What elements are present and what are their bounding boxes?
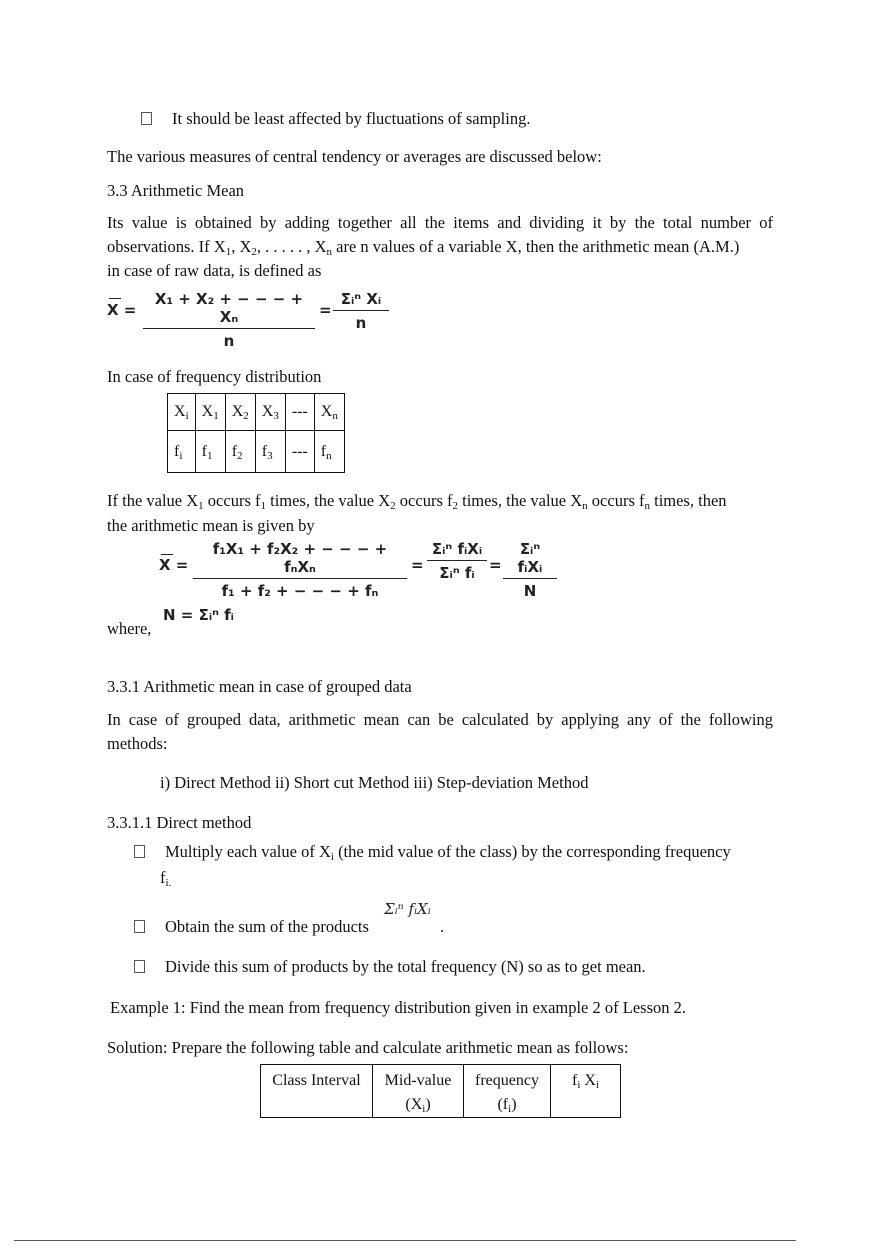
solution-table [260, 1064, 621, 1118]
where-label: where, [107, 619, 152, 638]
solution-text: Solution: Prepare the following table and calculate arithmetic mean as follows: [107, 1038, 629, 1057]
table-row [168, 394, 345, 431]
section-heading-3-3-1-1: 3.3.1.1 Direct method [107, 813, 252, 832]
table-cell: --- [285, 394, 314, 431]
table-cell: $X_2$ [225, 394, 255, 431]
table-row [168, 431, 345, 473]
table-cell: $f_i$ [168, 431, 196, 473]
table-cell: $f_3$ [255, 431, 285, 473]
table-cell: $f_2$ [225, 431, 255, 473]
grouped-paragraph-line-2: methods: [107, 734, 168, 753]
grouped-paragraph-line-1: In case of grouped data, arithmetic mean can be calculated by applying any of the following [107, 710, 773, 729]
section-heading-3-3: 3.3 Arithmetic Mean [107, 181, 245, 200]
bullet-item: It should be least affected by fluctuations of sampling. [141, 107, 530, 131]
direct-step-2-end: . [440, 917, 445, 936]
header-class-interval: Class Interval [261, 1065, 373, 1118]
table-cell: $f_n$ [314, 431, 344, 473]
table-cell: $X_1$ [195, 394, 225, 431]
am-definition-line-1: Its value is obtained by adding together all the items and dividing it by the total number of [107, 213, 773, 232]
direct-step-2-formula: Σᵢⁿ fᵢXᵢ [384, 900, 431, 918]
header-frequency: frequency $(f_i)$ [464, 1065, 551, 1118]
where-formula: N = Σᵢⁿ fᵢ [163, 606, 234, 624]
frequency-paragraph-line-1: If the value $X_1$ occurs $f_1$ times, the value $X_2$ occurs $f_2$ times, the value $X_n$ occurs $f_n$ times, then [107, 491, 727, 512]
am-definition-line-3: in case of raw data, is defined as [107, 261, 322, 280]
frequency-distribution-label: In case of frequency distribution [107, 367, 322, 386]
table-cell: $X_i$ [168, 394, 196, 431]
intro-paragraph: The various measures of central tendency or averages are discussed below: [107, 147, 602, 166]
formula-frequency-mean: X = f₁X₁ + f₂X₂ + − − − + fₙXₙ f₁ + f₂ + − − − + fₙ = Σᵢⁿ fᵢXᵢ Σᵢⁿ fᵢ = Σᵢⁿ fᵢXᵢ N [159, 540, 559, 592]
bullet-box-icon [141, 112, 152, 125]
direct-step-1: Multiply each value of $X_i$ (the mid value of the class) by the corresponding frequency [134, 840, 731, 864]
example-1: Example 1: Find the mean from frequency distribution given in example 2 of Lesson 2. [110, 998, 686, 1017]
bullet-box-icon [134, 845, 145, 858]
bullet-box-icon [134, 920, 145, 933]
formula-raw-mean: X = $\frac{\text{X₁ + X₂ + − − − + Xₙ}}{n}$ = Σᵢⁿ Xᵢ n [107, 290, 407, 340]
direct-step-2: Obtain the sum of the products [134, 915, 369, 939]
direct-step-1-continued: $f_{i.}$ [160, 868, 172, 889]
footer-divider [14, 1240, 796, 1241]
section-heading-3-3-1: 3.3.1 Arithmetic mean in case of grouped data [107, 677, 412, 696]
direct-step-3: Divide this sum of products by the total frequency (N) so as to get mean. [134, 955, 646, 979]
table-header-row [261, 1065, 621, 1118]
table-cell: --- [285, 431, 314, 473]
table-cell: $X_n$ [314, 394, 344, 431]
bullet-box-icon [134, 960, 145, 973]
frequency-table [167, 393, 345, 473]
table-cell: $X_3$ [255, 394, 285, 431]
frequency-paragraph-line-2: the arithmetic mean is given by [107, 516, 315, 535]
header-fi-xi: $f_i$ $X_i$ [551, 1065, 621, 1118]
methods-list: i) Direct Method ii) Short cut Method iii) Step-deviation Method [160, 773, 589, 792]
table-cell: $f_1$ [195, 431, 225, 473]
am-definition-line-2: observations. If $X_1$, $X_2$, . . . . . , $X_n$ are n values of a variable X, then the arithmetic mean (A.M.) [107, 237, 740, 258]
header-mid-value: Mid-value $(X_i)$ [373, 1065, 464, 1118]
